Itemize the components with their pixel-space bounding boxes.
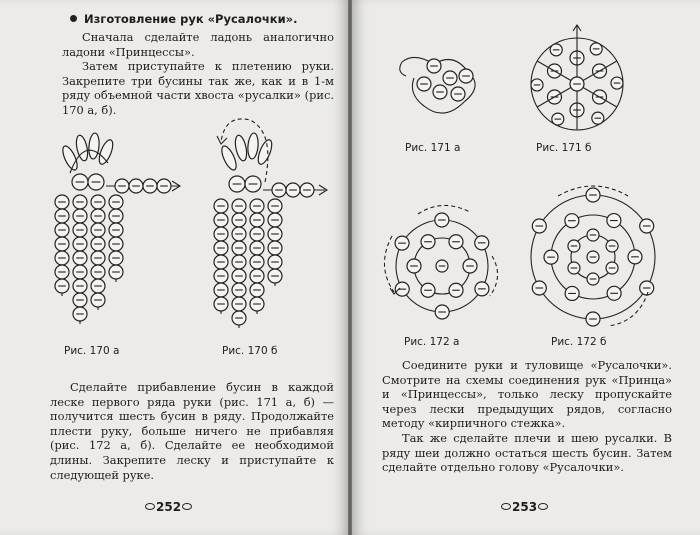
right-page <box>352 0 700 535</box>
figure-171b-diagram <box>517 22 637 142</box>
intro-paragraph-2: Затем приступайте к плетению руки. Закрепите три бусины так же, как и в 1-м ряду объемной части хвоста «русалки» (рис. 170 а, б). <box>62 59 334 117</box>
thread-path <box>384 236 394 292</box>
oval-bead <box>74 134 89 162</box>
figure-171a-caption: Рис. 171 а <box>405 142 461 154</box>
figure-171a-diagram <box>394 42 494 132</box>
ornament-right-icon <box>538 503 548 510</box>
oval-bead <box>88 133 100 160</box>
figure-170a-caption: Рис. 170 а <box>64 345 120 357</box>
ornament-left-icon <box>145 503 155 510</box>
thread-path <box>400 62 406 76</box>
figure-170b-diagram <box>195 112 345 332</box>
thread-path <box>490 256 498 296</box>
bullet-icon <box>70 15 77 22</box>
right-paragraph-2: Так же сделайте плечи и шею русалки. В ряду шеи должно остаться шесть бусин. Затем сделайте отдельно голову «Русалочки». <box>382 430 672 475</box>
ornament-right-icon <box>182 503 192 510</box>
oval-bead <box>247 133 259 160</box>
figure-170b-caption: Рис. 170 б <box>222 345 278 357</box>
figure-172a-caption: Рис. 172 а <box>404 336 460 348</box>
section-heading-text: Изготовление рук «Русалочки». <box>84 12 298 26</box>
right-body-text <box>382 358 672 475</box>
page-number-right <box>500 500 549 514</box>
page-number-left <box>144 500 193 514</box>
figure-172a-diagram <box>372 196 512 331</box>
right-paragraph-1: Соедините руки и туловище «Русалочки». Смотрите на схемы соединения рук «Принца» и «Принцессы», только леску пропускайте через лески предыдущих рядов, согласно методу «кирпичного стежка». <box>382 358 672 431</box>
left-page <box>0 0 348 535</box>
figure-171b-caption: Рис. 171 б <box>536 142 592 154</box>
ornament-left-icon <box>501 503 511 510</box>
thread-path <box>573 25 581 38</box>
body-paragraph: Сделайте прибавление бусин в каждой леске первого ряда руки (рис. 171 а, б) — получится шесть бусин в ряду. Продолжайте плести руку, больше ничего не прибавляя (рис. 172 а, б). Сделайте ее необходимой длины. Закрепите леску и приступайте к следующей руке. <box>50 380 334 482</box>
page-number-left-text: 252 <box>156 500 182 514</box>
figure-172b-diagram <box>518 182 668 332</box>
figure-170a-diagram <box>40 118 190 333</box>
body-text <box>50 380 334 482</box>
oval-bead <box>233 134 248 162</box>
intro-text <box>62 30 334 118</box>
intro-paragraph-1: Сначала сделайте ладонь аналогично ладони «Принцессы». <box>62 30 334 59</box>
page-number-right-text: 253 <box>512 500 538 514</box>
figure-172b-caption: Рис. 172 б <box>551 336 607 348</box>
section-heading <box>70 12 297 26</box>
